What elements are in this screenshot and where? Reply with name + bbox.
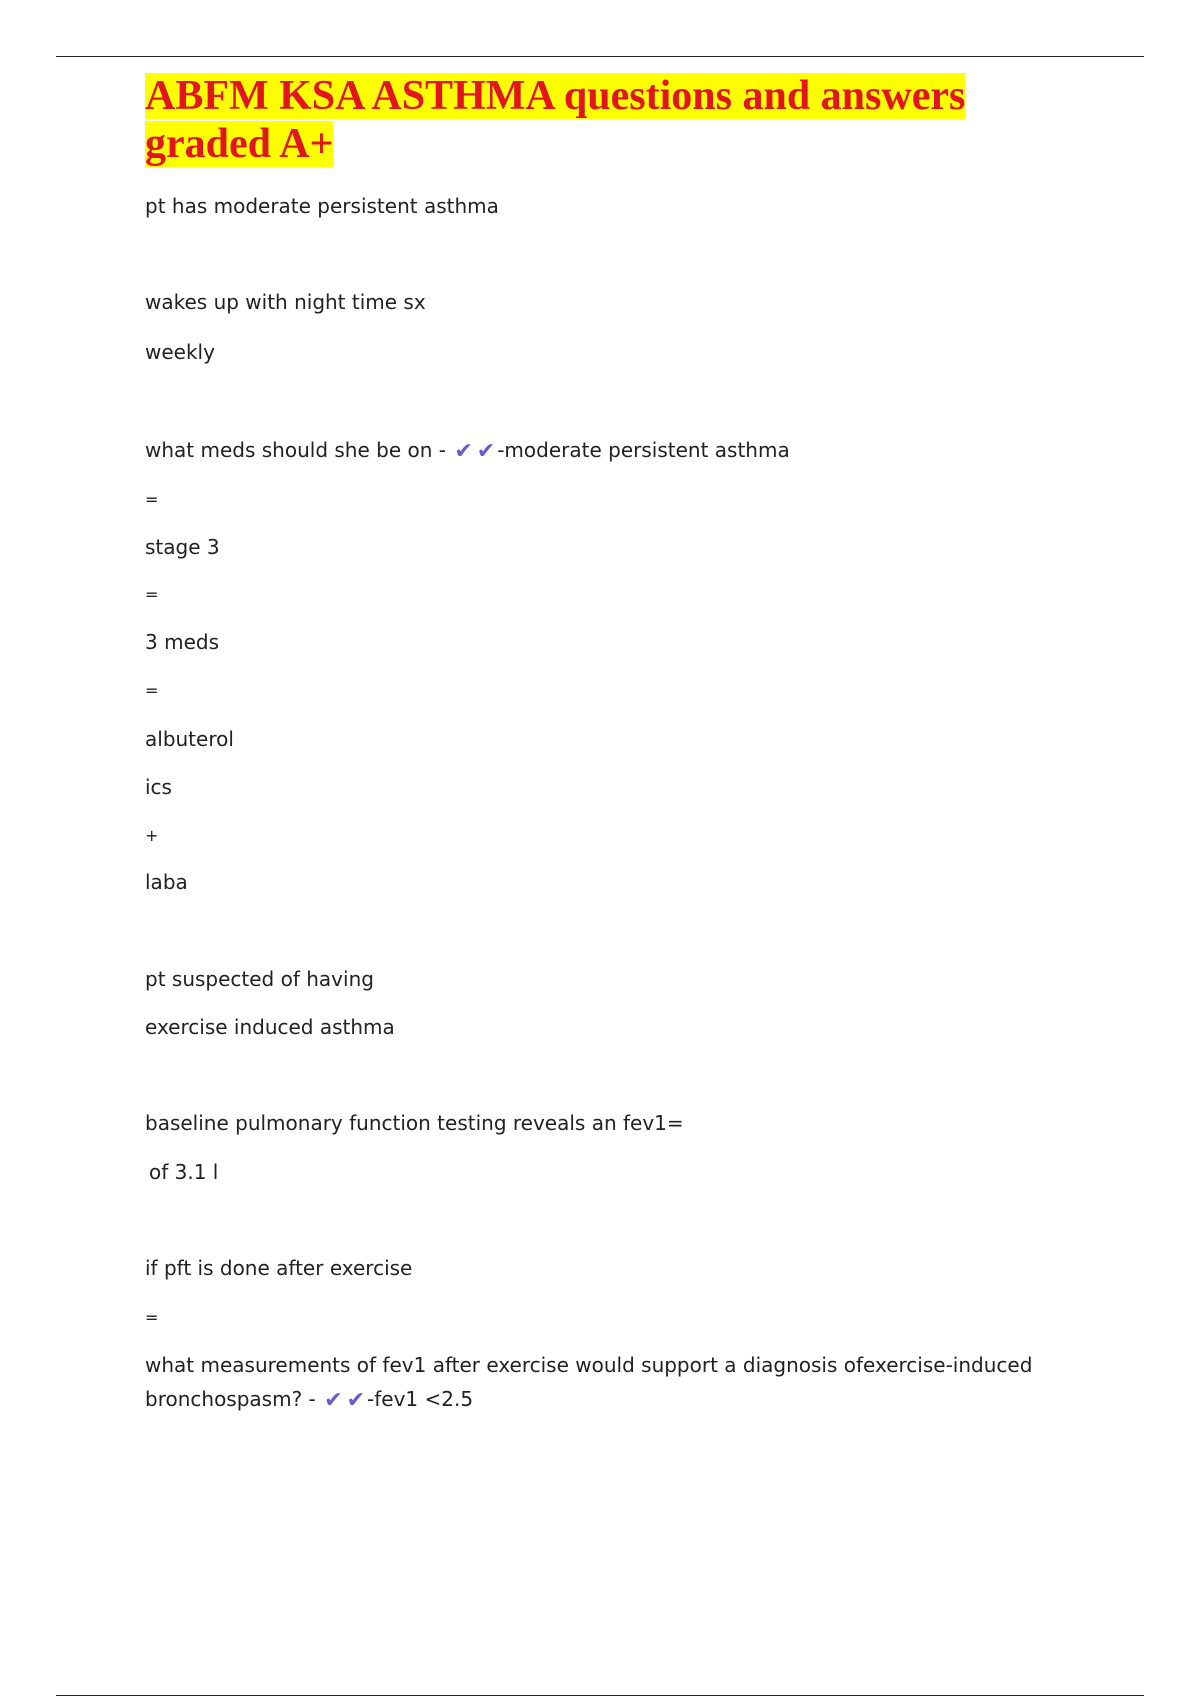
answer-text: -fev1 <2.5 xyxy=(367,1387,474,1411)
text-line: weekly xyxy=(145,340,215,364)
page-header xyxy=(145,72,1075,168)
question-text: what measurements of fev1 after exercise would support a diagnosis ofexercise-induced bronchospasm? - xyxy=(145,1353,1033,1411)
text-line: pt has moderate persistent asthma xyxy=(145,194,499,218)
text-line: baseline pulmonary function testing reveals an fev1= xyxy=(145,1111,684,1135)
question-text: what meds should she be on - xyxy=(145,438,446,462)
text-line: = xyxy=(145,681,159,700)
text-line: = xyxy=(145,1308,159,1327)
check-icon: ✔ xyxy=(346,1388,365,1413)
document-title-text: ABFM KSA ASTHMA questions and answers graded A+ xyxy=(145,73,966,167)
text-line: + xyxy=(145,826,159,845)
text-line: albuterol xyxy=(145,727,234,751)
question-answer-line xyxy=(145,1348,1085,1418)
text-line: laba xyxy=(145,870,188,894)
check-icon: ✔ xyxy=(324,1388,343,1413)
check-icon: ✔ xyxy=(476,439,496,464)
bottom-rule xyxy=(56,1695,1144,1696)
text-line: = xyxy=(145,585,159,604)
text-line: exercise induced asthma xyxy=(145,1015,395,1039)
text-line: pt suspected of having xyxy=(145,967,374,991)
answer-text: -moderate persistent asthma xyxy=(497,438,790,462)
text-line: = xyxy=(145,490,159,509)
check-icon: ✔ xyxy=(454,439,473,464)
text-line: wakes up with night time sx xyxy=(145,290,426,314)
text-line: stage 3 xyxy=(145,535,220,559)
top-rule xyxy=(56,56,1144,57)
text-line: 3 meds xyxy=(145,630,219,654)
text-line: if pft is done after exercise xyxy=(145,1256,413,1280)
text-line: of 3.1 l xyxy=(149,1160,219,1184)
document-title xyxy=(145,72,1075,168)
question-answer-line xyxy=(145,438,790,464)
text-line: ics xyxy=(145,775,172,799)
